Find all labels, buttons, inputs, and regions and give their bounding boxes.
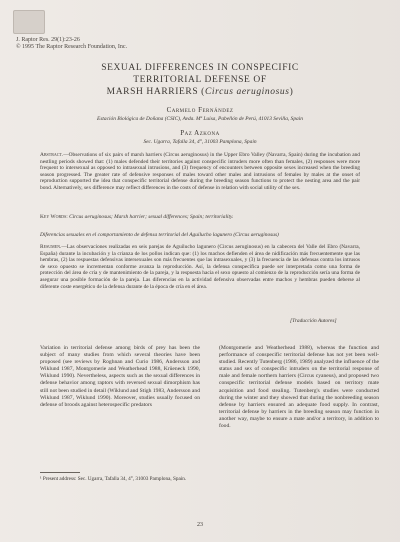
resumen-title: Diferencias sexuales en el comportamiento de defensa territorial del Aguilucho lagunero (Circus aeruginosus) <box>40 232 279 238</box>
journal-header <box>16 37 127 51</box>
title-species: Circus aeruginosus <box>204 87 290 97</box>
abstract-text: —Observations of six pairs of marsh harriers (Circus aeruginosus) in the Upper Ebro Valley (Navarra, Spain) during the incubation and nestling periods showed that: (1) males defended their territories against conspecific intruders more often than females, (2) responses were more frequent to intersexual as opposed to intrasexual intrusions, and (3) frequency of encounters between opposite sexes increased when the breeding season progressed. The greater rate of defensive responses of males toward other males and intrusions of females by males at the onset of reproduction supported the idea that conspecific territorial defense during the breeding season functions to protect the nesting area and the pair bond. Alternatively, sex difference may reflect differences in the costs of defense in relation with social utility of the sex. <box>40 152 360 191</box>
resumen-text: —Las observaciones realizadas en seis parejas de Aguilucho lagunero (Circus aeruginosus) en la cabecera del Valle del Ebro (Navarra, España) durante la incubación y la crianza de los pollos indican que: (1) los machos defienden el área de nidificación más frecuentemente que las hembras, (2) las respuestas defensivas intersexuales son más frecuentes que las intrasexuales, y (3) la frecuencia de las defensas contra los intrusos de sexo opuesto se incrementan conforme avanza la reproducción. Así, la defensa conspecífica puede ser interpretada como una forma de protección del área de cría y de mantenimiento de la pareja, y la respuesta hacia el sexo opuesto al comienzo de la reproducción sería una forma de asegurar una posible formación de la pareja. Las diferencias en la actividad defensiva observadas entre machos y hembras pueden deberse al diferente coste energético de la defensa durante de la época de cría en el área. <box>40 244 360 290</box>
abstract-label: Abstract. <box>40 152 64 158</box>
body-column-left: Variation in territorial defense among birds of prey has been the subject of many studies from which several theories have been proposed (see reviews by Roghnan and Curio 1986, Andersson and Wiklund 1987, Montgomerie and Weatherhead 1988, Krüeneck 1990, Wiklund 1990). Nevertheless, aspects such as the sexual differences in defense behavior among raptors with reversed sexual dimorphism has still not been studied in detail (Wiklund and Stigh 1983, Andersson and Wiklund 1987, Wiklund 1990). Moreover, studies usually focused on defense of broods against heterospecific predators <box>40 345 200 408</box>
abstract <box>40 152 360 212</box>
keywords-text: Circus aeruginosus; Marsh harrier; sexual differences; Spain; territoriality. <box>69 214 234 220</box>
title-line-3-prefix: MARSH HARRIERS ( <box>106 87 205 97</box>
body-column-right: (Montgomerie and Weatherhead 1988), whereas the function and performance of conspecific territorial defense has not yet been well-studied. Recently Tutenberg (1986, 1989) analyzed the influence of the status and sex of conspecific intruders on the territorial response of male and female northern harriers (Circus cyaneus), and proposed two conspecific territorial defense models based on territory mate acquisition and food stealing. Tutenberg's studies were conducted during the winter and they showed that during the nonbreeding season defense by harriers ensured an adequate food supply. In contrast, territorial defense by harriers in the breeding season may function in another way, maybe to ensure a mate and/or a territory, in addition to food. <box>219 345 379 430</box>
resumen-label: Resumen. <box>40 244 62 250</box>
library-label-sticker <box>13 10 45 34</box>
keywords-label: Key Words: <box>40 214 68 220</box>
copyright-line: © 1995 The Raptor Research Foundation, Inc. <box>16 44 128 50</box>
author-1-affiliation: Estación Biológica de Doñana (CSIC), Avda. Mª Luisa, Pabellón de Perú, 41013 Sevilla, Spain <box>97 116 303 122</box>
resumen <box>40 244 360 316</box>
title-line-3 <box>40 86 360 98</box>
footnote: ¹ Present address: Sec. Ugarra, Tafalla 34, 4°, 31003 Pamplona, Spain. <box>40 476 187 482</box>
title-line-1: SEXUAL DIFFERENCES IN CONSPECIFIC <box>101 63 299 73</box>
keywords <box>40 214 360 221</box>
title-line-2: TERRITORIAL DEFENSE OF <box>133 75 267 85</box>
translator-note: [Traducción Autores] <box>290 318 337 324</box>
journal-citation: J. Raptor Res. 29(1):23-26 <box>16 37 80 43</box>
footnote-divider <box>40 472 80 473</box>
title-line-3-suffix: ) <box>289 87 294 97</box>
author-1-name: Carmelo Fernández <box>166 106 234 114</box>
author-2-affiliation: Sec. Ugarra, Tafalla 34, 4°, 31003 Pamplona, Spain <box>143 139 257 145</box>
article-title <box>40 62 360 98</box>
page-number: 23 <box>197 522 203 528</box>
author-2-name: Paz Azkona <box>180 129 220 137</box>
